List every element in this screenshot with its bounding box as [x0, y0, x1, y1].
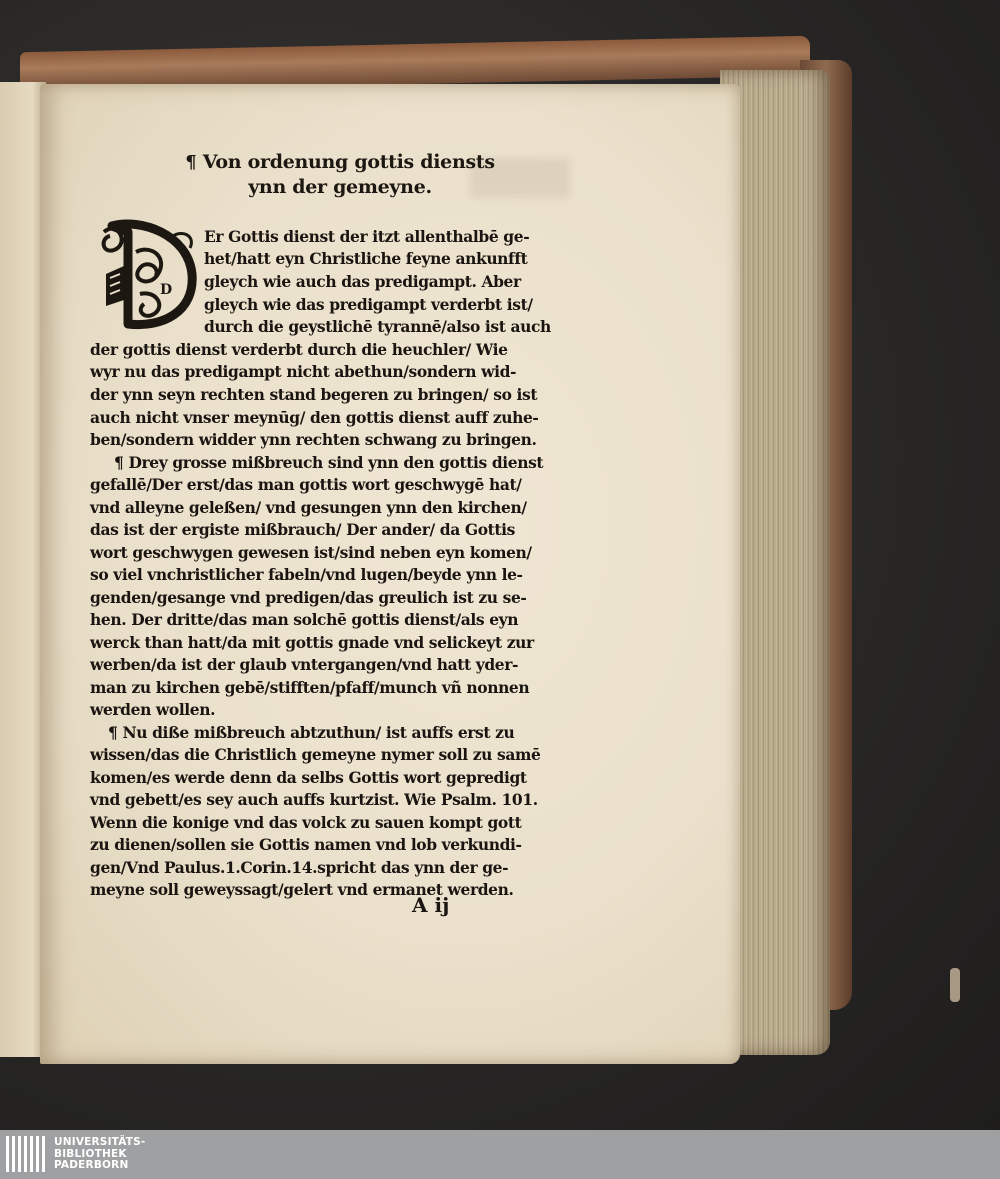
library-name-line-2: BIBLIOTHEK — [54, 1147, 127, 1160]
text-line: gen/Vnd Paulus.1.Corin.14.spricht das ynn der ge- — [90, 858, 509, 877]
text-line: hen. Der dritte/das man solchē gottis dienst/als eyn — [90, 610, 519, 629]
text-line: het/hatt eyn Christliche feyne ankunfft — [204, 249, 528, 268]
text-line: ¶ Drey grosse mißbreuch sind ynn den gottis dienst — [114, 453, 544, 472]
text-line: meyne soll geweyssagt/gelert vnd ermanet werden. — [90, 880, 514, 899]
text-line: zu dienen/sollen sie Gottis namen vnd lob verkundi- — [90, 835, 522, 854]
initial-letter: D — [160, 282, 173, 298]
bookmark-strip — [950, 968, 960, 1002]
text-line: genden/gesange vnd predigen/das greulich ist zu se- — [90, 588, 527, 607]
text-line: werben/da ist der glaub vntergangen/vnd hatt yder- — [90, 655, 519, 674]
heading-line-1: Von ordenung gottis diensts — [202, 151, 495, 173]
text-line: der ynn seyn rechten stand begeren zu bringen/ so ist — [90, 385, 538, 404]
text-line: man zu kirchen gebē/stifften/pfaff/munch vñ nonnen — [90, 678, 530, 697]
text-line: gleych wie auch das predigampt. Aber — [204, 272, 521, 291]
text-line: der gottis dienst verderbt durch die heuchler/ Wie — [90, 340, 508, 359]
text-line: Wenn die konige vnd das volck zu sauen kompt gott — [90, 813, 522, 832]
text-line: komen/es werde denn da selbs Gottis wort gepredigt — [90, 768, 527, 787]
text-line: werck than hatt/da mit gottis gnade vnd selickeyt zur — [90, 633, 534, 652]
text-line: das ist der ergiste mißbrauch/ Der ander/ da Gottis — [90, 520, 515, 539]
decorated-initial-d — [100, 214, 200, 332]
text-line: gefallē/Der erst/das man gottis wort geschwygē hat/ — [90, 475, 522, 494]
text-line: durch die geystlichē tyrannē/also ist auch — [204, 317, 551, 336]
signature-mark: A ij — [412, 893, 450, 917]
text-line: Er Gottis dienst der itzt allenthalbē ge- — [204, 227, 530, 246]
text-line: vnd alleyne geleßen/ vnd gesungen ynn den kirchen/ — [90, 498, 527, 517]
library-footer-bar — [0, 1130, 1000, 1179]
text-line: ben/sondern widder ynn rechten schwang zu bringen. — [90, 430, 537, 449]
library-logo-icon — [6, 1136, 46, 1172]
text-line: werden wollen. — [90, 700, 216, 719]
heading-line-2: ynn der gemeyne. — [248, 176, 432, 198]
text-line: gleych wie das predigampt verderbt ist/ — [204, 295, 533, 314]
library-name-line-1: UNIVERSITÄTS- — [54, 1136, 146, 1148]
text-line: wyr nu das predigampt nicht abethun/sondern wid- — [90, 362, 517, 381]
text-line: auch nicht vnser meynūg/ den gottis dienst auff zuhe- — [90, 408, 539, 427]
library-logo-text — [54, 1137, 145, 1172]
text-line: vnd gebett/es sey auch auffs kurtzist. Wie Psalm. 101. — [90, 790, 538, 809]
heading-pilcrow: ¶ — [185, 152, 197, 173]
library-name-line-3: PADERBORN — [54, 1159, 129, 1171]
text-line: wissen/das die Christlich gemeyne nymer soll zu samē — [90, 745, 541, 764]
text-line: ¶ Nu diße mißbreuch abtzuthun/ ist auffs erst zu — [108, 723, 515, 742]
chapter-heading — [150, 150, 530, 199]
text-line: so viel vnchristlicher fabeln/vnd lugen/beyde ynn le- — [90, 565, 523, 584]
text-line: wort geschwygen gewesen ist/sind neben eyn komen/ — [90, 543, 532, 562]
